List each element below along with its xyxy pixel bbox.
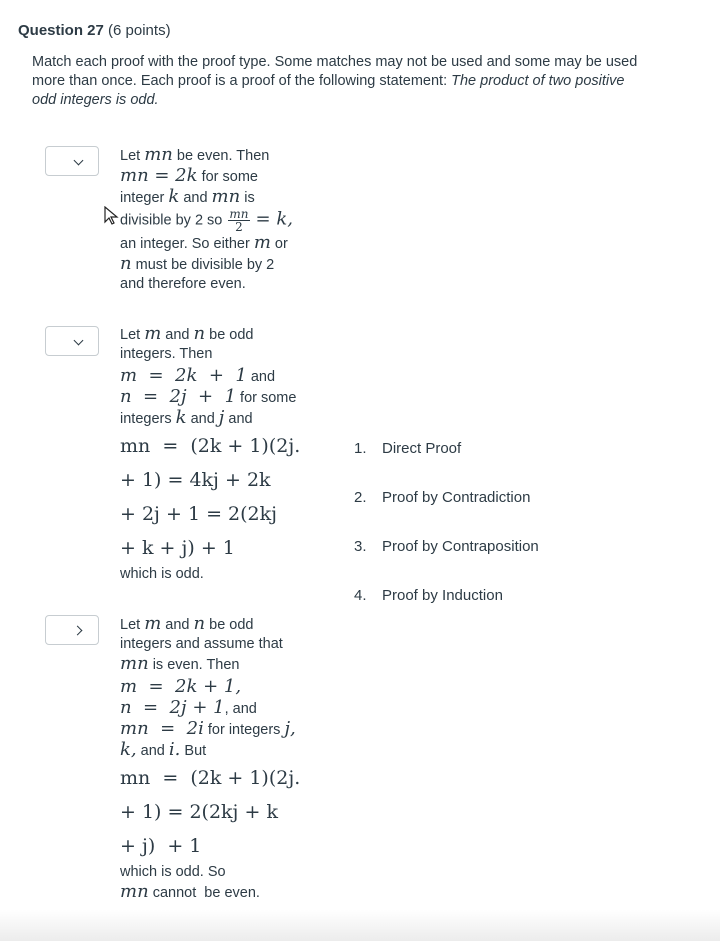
option-direct-proof [354,440,539,489]
option-proof-by-contraposition [354,538,539,587]
option-label: Direct Proof [382,440,462,457]
question-header [18,22,171,39]
proof-2-select[interactable] [45,326,99,356]
math: m = 2k + 1, [120,676,242,697]
option-label: Proof by Contraposition [382,538,539,555]
text: and [179,190,212,206]
text: integer [120,190,169,206]
text: Let [120,148,145,164]
math: k [168,186,180,207]
option-number: 2. [354,489,367,506]
text: be odd [205,327,254,343]
math: n [193,323,206,344]
equation-line: + 2j + 1 = 2(2kj [120,503,278,525]
option-number: 3. [354,538,367,555]
numerator: mn [229,207,249,221]
text: must be divisible by 2 [131,257,275,273]
math: mn [120,881,149,902]
option-proof-by-contradiction [354,489,539,538]
text: an integer. So either [120,236,254,252]
text: and [161,617,194,633]
option-number: 4. [354,587,367,604]
proof-1-select[interactable] [45,146,99,176]
text: is even. Then [148,657,240,673]
math: i. [168,739,181,760]
math: mn = 2i [120,718,204,739]
text: which is odd. [120,566,204,582]
text: But [180,743,207,759]
option-label: Proof by Contradiction [382,489,531,506]
equation-line: mn = (2k + 1)(2j. [120,435,301,457]
text: cannot be even. [148,885,260,901]
question-instructions [32,53,652,110]
chevron-down-icon [74,156,84,166]
text: divisible by 2 so [120,212,227,229]
math: mn [211,186,241,207]
text: Let [120,617,145,633]
mouse-cursor-icon [104,206,120,226]
equation-line: + 1) = 2(2kj + k [120,801,278,823]
math: n = 2j + 1 [120,386,237,407]
text: be even. Then [172,148,270,164]
math: mn [120,653,149,674]
math: j [218,407,225,428]
question-number: Question 27 [18,22,104,39]
math: mn = 2k [120,165,198,186]
math: n [193,613,206,634]
proof-1-text [120,145,293,294]
question-points: (6 points) [108,22,171,39]
text: is [240,190,255,206]
text: integers and assume that [120,636,283,652]
math: = k, [255,208,293,230]
denominator: 2 [235,220,243,234]
math: n = 2j + 1 [120,697,225,718]
fraction [228,208,249,233]
math: k [175,407,187,428]
proof-3-select[interactable] [45,615,99,645]
text: and [186,411,219,427]
text: Let [120,327,145,343]
math: m = 2k + 1 [120,365,247,386]
text: or [270,236,288,252]
chevron-right-icon [73,626,83,636]
statement-text: The product of two positive odd integers is odd. [32,73,625,108]
equation-line: + k + j) + 1 [120,537,235,559]
text: for integers [203,722,285,738]
proof-2-text [120,324,300,584]
math: mn [144,144,173,165]
chevron-down-icon [74,336,84,346]
math: m [144,323,162,344]
text: and [246,369,276,385]
math: m [144,613,162,634]
text: integers. Then [120,346,213,362]
math: j, [284,718,296,739]
text: and [136,743,169,759]
math: m [253,232,271,253]
text: , and [224,701,257,717]
text: and therefore even. [120,276,246,292]
equation-line: + j) + 1 [120,835,202,857]
text: integers [120,411,176,427]
option-proof-by-induction [354,587,539,636]
option-number: 1. [354,440,367,457]
text: for some [197,169,258,185]
proof-type-options [354,440,539,636]
option-label: Proof by Induction [382,587,503,604]
text: and [161,327,194,343]
equation-line: + 1) = 4kj + 2k [120,469,271,491]
instructions-text: Match each proof with the proof type. Some matches may not be used and some may be used more than once. Each proof is a proof of the following statement: [32,54,638,89]
math: k, [120,739,137,760]
text: for some [236,390,297,406]
text: be odd [205,617,254,633]
bottom-bar [0,910,720,941]
math: n [120,253,132,274]
proof-3-text [120,614,300,903]
text: which is odd. So [120,864,226,880]
text: and [224,411,253,427]
equation-line: mn = (2k + 1)(2j. [120,767,301,789]
